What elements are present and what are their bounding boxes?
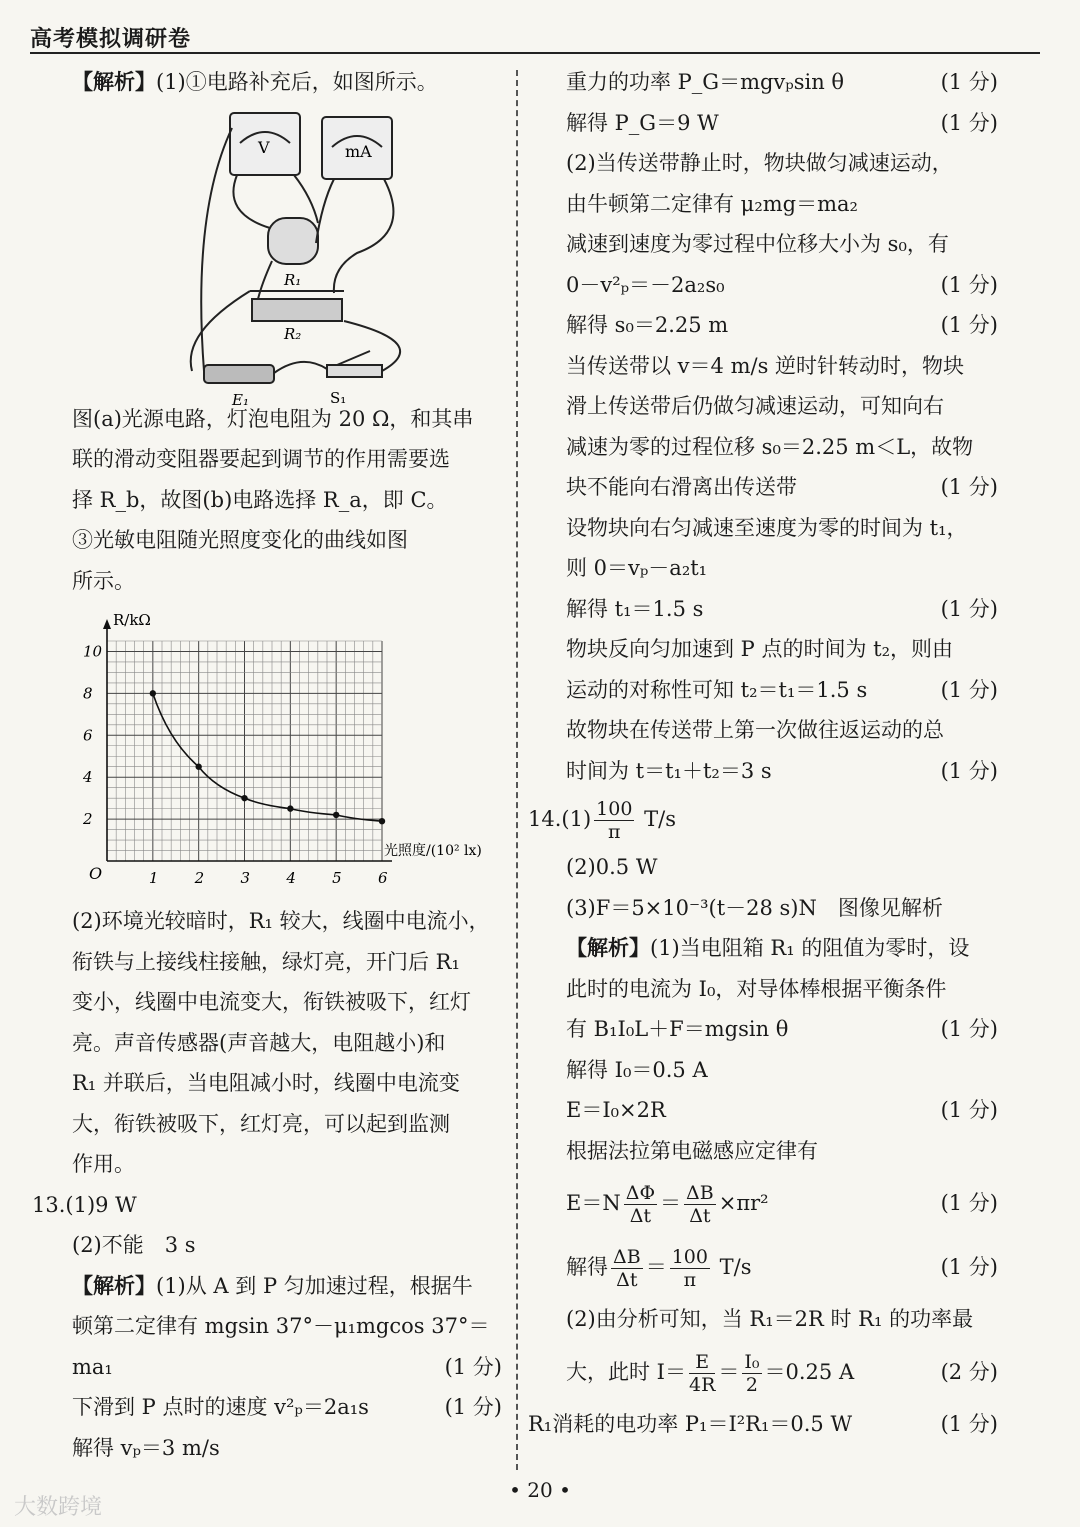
text-line: ma₁ — [72, 1354, 113, 1379]
eq-part: E＝N — [566, 1191, 621, 1215]
x-tick-label: 4 — [286, 869, 296, 887]
text-line: 减速到速度为零过程中位移大小为 s₀，有 — [566, 232, 949, 256]
text-line: 物块反向匀加速到 P 点的时间为 t₂，则由 — [566, 637, 954, 661]
equation-result — [528, 1235, 998, 1299]
r1-label: R₁ — [284, 270, 302, 289]
text-line: ③光敏电阻随光照度变化的曲线如图 — [72, 528, 408, 552]
chart-svg — [72, 601, 502, 901]
x-tick-label: 3 — [240, 869, 251, 887]
text-line: 时间为 t＝t₁＋t₂＝3 s — [566, 758, 772, 783]
score: (1 分) — [940, 70, 998, 94]
eq-part: ×πr² — [718, 1191, 769, 1215]
analysis-tag: 【解析】 — [72, 1272, 156, 1298]
text-line: 此时的电流为 I₀，对导体棒根据平衡条件 — [566, 976, 947, 1001]
x-tick-label: 5 — [332, 869, 342, 887]
score: (2 分) — [940, 1359, 998, 1384]
left-column — [32, 62, 502, 1468]
y-tick-label: 4 — [83, 768, 93, 787]
text-line: 图(a)光源电路，灯泡电阻为 20 Ω，和其串 — [72, 406, 474, 431]
analysis-tag: 【解析】 — [72, 69, 156, 94]
y-tick-label: 2 — [83, 810, 93, 829]
text-line: 根据法拉第电磁感应定律有 — [566, 1138, 818, 1163]
eq-part: ＝ — [718, 1359, 740, 1384]
circuit-diagram — [72, 103, 502, 409]
text-line: 顿第二定律有 mgsin 37°－μ₁mgcos 37°＝ — [72, 1314, 490, 1338]
score: (1 分) — [444, 1395, 502, 1419]
text-line: 解得 s₀＝2.25 m — [566, 313, 729, 337]
text-line: 滑上传送带后仍做匀减速运动，可知向右 — [566, 394, 944, 418]
score: (1 分) — [940, 475, 998, 499]
score: (1 分) — [940, 596, 998, 621]
data-point — [287, 805, 293, 811]
y-tick-label: 6 — [83, 726, 93, 745]
numerator: 100 — [596, 798, 633, 820]
fraction — [611, 1246, 643, 1291]
score: (1 分) — [940, 1191, 998, 1215]
score: (1 分) — [940, 1017, 998, 1041]
data-point — [150, 690, 156, 696]
eq-part: ＝0.25 A — [764, 1359, 855, 1384]
text-line: 衔铁与上接线柱接触，绿灯亮，开门后 R₁ — [72, 949, 460, 974]
text-line: 解得 t₁＝1.5 s — [566, 596, 704, 621]
series-line — [153, 693, 382, 821]
y-tick-label: 8 — [83, 684, 93, 703]
text-line: 减速为零的过程位移 s₀＝2.25 m＜L，故物 — [566, 434, 974, 459]
text-line: 解得 P_G＝9 W — [566, 110, 719, 135]
text-line: E＝I₀×2R — [566, 1098, 666, 1122]
text-line: 解得 vₚ＝3 m/s — [72, 1435, 220, 1460]
data-point — [379, 818, 385, 824]
y-axis-label: R/kΩ — [113, 611, 151, 629]
fraction — [670, 1246, 710, 1291]
eq-part: ＝ — [660, 1191, 682, 1215]
numerator: I₀ — [744, 1350, 760, 1373]
resistance-chart — [72, 601, 502, 901]
denominator: Δt — [616, 1269, 638, 1291]
y-axis-arrow — [103, 619, 111, 629]
text-line: 解得 I₀＝0.5 A — [566, 1057, 708, 1082]
watermark: 大数跨境 — [14, 1495, 103, 1520]
text-line: (3)F＝5×10⁻³(t－28 s)N 图像见解析 — [566, 895, 943, 920]
eq-part: T/s — [719, 1255, 752, 1279]
denominator: Δt — [629, 1205, 652, 1227]
score: (1 分) — [444, 1354, 502, 1379]
text-line: R₁消耗的电功率 P₁＝I²R₁＝0.5 W — [528, 1411, 853, 1436]
text-line: (2)由分析可知，当 R₁＝2R 时 R₁ 的功率最 — [566, 1307, 974, 1331]
equation-current — [528, 1340, 998, 1404]
voltmeter-label: V — [258, 137, 270, 157]
denominator: Δt — [689, 1205, 711, 1227]
eq-part: 大，此时 I＝ — [566, 1359, 686, 1384]
text-line: (1)从 A 到 P 匀加速过程，根据牛 — [156, 1273, 473, 1298]
score: (1 分) — [940, 1098, 998, 1122]
text-line: 故物块在传送带上第一次做往返运动的总 — [566, 718, 944, 742]
text-line: T/s — [644, 807, 676, 831]
denominator: 2 — [745, 1373, 758, 1396]
denominator: π — [608, 821, 621, 843]
denominator: 4R — [688, 1373, 716, 1396]
fraction — [689, 1351, 715, 1396]
x-tick-label: 6 — [378, 869, 388, 887]
x-axis-label: 光照度/(10² lx) — [384, 843, 482, 859]
text-line: (2)0.5 W — [566, 855, 658, 879]
fraction — [684, 1182, 716, 1227]
circuit-figure — [72, 103, 502, 409]
fraction — [624, 1182, 657, 1227]
score: (1 分) — [940, 110, 998, 135]
text-line: (2)环境光较暗时，R₁ 较大，线圈中电流小， — [72, 909, 490, 933]
eq-part: ＝ — [645, 1255, 667, 1279]
text-line: 0－v²ₚ＝－2a₂s₀ — [566, 272, 725, 297]
numerator: 100 — [671, 1246, 708, 1268]
r2-label: R₂ — [284, 324, 302, 343]
data-point — [241, 795, 247, 801]
fraction — [742, 1351, 761, 1396]
score: (1 分) — [940, 313, 998, 337]
analysis-tag: 【解析】 — [566, 935, 650, 960]
text-line: (2)不能 3 s — [72, 1233, 196, 1257]
data-point — [195, 764, 201, 770]
ammeter-label: mA — [345, 141, 372, 161]
text-line: (1)①电路补充后，如图所示。 — [156, 70, 438, 94]
text-line: 块不能向右滑离出传送带 — [566, 475, 797, 499]
denominator: π — [683, 1269, 697, 1291]
y-tick-label: 10 — [83, 642, 103, 661]
score: (1 分) — [940, 1411, 998, 1436]
text-line: 14.(1) — [528, 807, 592, 831]
page-number: • 20 • — [509, 1478, 571, 1502]
column-divider — [516, 70, 518, 1470]
text-line: 择 R_b，故图(b)电路选择 R_a，即 C。 — [72, 487, 448, 512]
score: (1 分) — [940, 1255, 998, 1279]
score: (1 分) — [940, 272, 998, 297]
numerator: ΔB — [686, 1182, 714, 1204]
numerator: ΔB — [613, 1246, 641, 1268]
text-line: 则 0＝vₚ－a₂t₁ — [566, 556, 708, 580]
header-title: 高考模拟调研卷 — [30, 27, 192, 52]
numerator: E — [689, 1351, 715, 1374]
text-line: 所示。 — [72, 568, 135, 593]
question-14-1 — [528, 791, 998, 847]
text-line: 作用。 — [72, 1152, 135, 1176]
text-line: 联的滑动变阻器要起到调节的作用需要选 — [72, 447, 450, 471]
equation-faraday — [528, 1171, 998, 1235]
origin-label: O — [89, 864, 103, 883]
numerator: ΔΦ — [625, 1182, 656, 1204]
text-line: R₁ 并联后，当电阻减小时，线圈中电流变 — [72, 1071, 460, 1095]
score: (1 分) — [940, 758, 998, 783]
score: (1 分) — [940, 677, 998, 702]
text-line: 大，衔铁被吸下，红灯亮，可以起到监测 — [72, 1111, 450, 1136]
text-line: 有 B₁I₀L＋F＝mgsin θ — [566, 1017, 789, 1041]
text-line: 运动的对称性可知 t₂＝t₁＝1.5 s — [566, 677, 868, 702]
data-point — [333, 812, 339, 818]
x-tick-label: 2 — [194, 869, 205, 887]
page-header — [30, 22, 1040, 54]
right-column — [528, 62, 998, 1444]
eq-part: 解得 — [566, 1255, 608, 1279]
text-line: 下滑到 P 点时的速度 v²ₚ＝2a₁s — [72, 1395, 369, 1419]
e1-label: E₁ — [232, 390, 249, 409]
text-line: 重力的功率 P_G＝mgvₚsin θ — [566, 70, 845, 94]
s1-label: S₁ — [330, 388, 347, 407]
question-13: 13.(1)9 W — [32, 1192, 137, 1217]
text-line: 由牛顿第二定律有 μ₂mg＝ma₂ — [566, 191, 858, 216]
text-line: (1)当电阻箱 R₁ 的阻值为零时，设 — [650, 936, 970, 960]
text-line: (2)当传送带静止时，物块做匀减速运动， — [566, 151, 953, 175]
text-line: 变小，线圈中电流变大，衔铁被吸下，红灯 — [72, 990, 471, 1014]
text-line: 当传送带以 v＝4 m/s 逆时针转动时，物块 — [566, 353, 965, 378]
fraction — [594, 798, 634, 843]
text-line: 亮。声音传感器(声音越大，电阻越小)和 — [72, 1030, 446, 1055]
x-tick-label: 1 — [148, 869, 159, 887]
text-line: 设物块向右匀减速至速度为零的时间为 t₁， — [566, 515, 968, 540]
